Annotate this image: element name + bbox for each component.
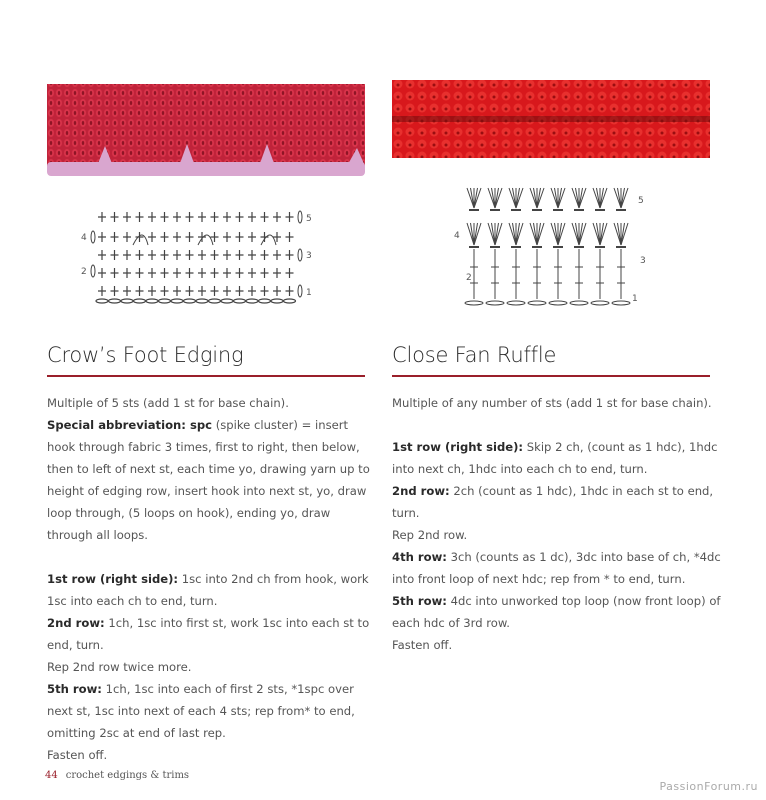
- row-label-3: 3: [640, 256, 646, 266]
- page-number: 44: [45, 770, 58, 781]
- instruction-paragraph: Multiple of 5 sts (add 1 st for base chain).: [47, 396, 289, 410]
- crows-foot-stitch-diagram: [81, 205, 323, 305]
- instruction-paragraph: Rep 2nd row twice more.: [47, 660, 192, 674]
- close-fan-ruffle-photo: [392, 78, 710, 160]
- section-name: crochet edgings & trims: [65, 770, 190, 781]
- row-label-2: 2: [466, 273, 472, 283]
- close-fan-stitch-diagram: [454, 183, 650, 308]
- instruction-paragraph: Fasten off.: [47, 748, 108, 762]
- instruction-paragraph: Multiple of any number of sts (add 1 st for base chain).: [392, 396, 712, 410]
- row-label-5: 5: [638, 196, 644, 206]
- instruction-paragraph: 1st row (right side): 1sc into 2nd ch from hook, work 1sc into each ch to end, turn.: [47, 572, 369, 608]
- instruction-paragraph: Rep 2nd row.: [392, 528, 468, 542]
- close-fan-instructions: [392, 392, 732, 656]
- title-divider: [47, 375, 365, 377]
- row-label-5: 5: [306, 214, 312, 224]
- instruction-paragraph: 5th row: 4dc into unworked top loop (now front loop) of each hdc of 3rd row.: [392, 594, 721, 630]
- row-label-2: 2: [81, 267, 87, 277]
- row-label-4: 4: [454, 231, 460, 241]
- watermark: PassionForum.ru: [659, 780, 758, 793]
- title-divider: [392, 375, 710, 377]
- row-label-1: 1: [632, 294, 638, 304]
- instruction-paragraph: Special abbreviation: spc (spike cluster) = insert hook through fabric 3 times, first to right, then below, then to left of next st, each time yo, drawing yarn up to height of edging row, insert hook into next st, yo, draw loop through, (5 loops on hook), ending yo, draw through all loops.: [47, 418, 370, 542]
- instruction-paragraph: Fasten off.: [392, 638, 453, 652]
- row-label-3: 3: [306, 251, 312, 261]
- instruction-paragraph: 1st row (right side): Skip 2 ch, (count as 1 hdc), 1hdc into next ch, 1hdc into each ch to end, turn.: [392, 440, 718, 476]
- row-label-4: 4: [81, 233, 87, 243]
- pattern-title-close-fan: Close Fan Ruffle: [392, 343, 557, 367]
- instruction-paragraph: 2nd row: 1ch, 1sc into first st, work 1sc into each st to end, turn.: [47, 616, 370, 652]
- crows-foot-photo: [47, 78, 365, 183]
- crows-foot-instructions: [47, 392, 377, 766]
- instruction-paragraph: 2nd row: 2ch (count as 1 hdc), 1hdc in each st to end, turn.: [392, 484, 714, 520]
- page-footer: [45, 770, 189, 781]
- pattern-title-crows-foot: Crow’s Foot Edging: [47, 343, 244, 367]
- row-label-1: 1: [306, 288, 312, 298]
- instruction-paragraph: 5th row: 1ch, 1sc into each of first 2 sts, *1spc over next st, 1sc into next of each 4 sts; rep from* to end, omitting 2sc at end of last rep.: [47, 682, 355, 740]
- instruction-paragraph: 4th row: 3ch (counts as 1 dc), 3dc into base of ch, *4dc into front loop of next hdc; rep from * to end, turn.: [392, 550, 721, 586]
